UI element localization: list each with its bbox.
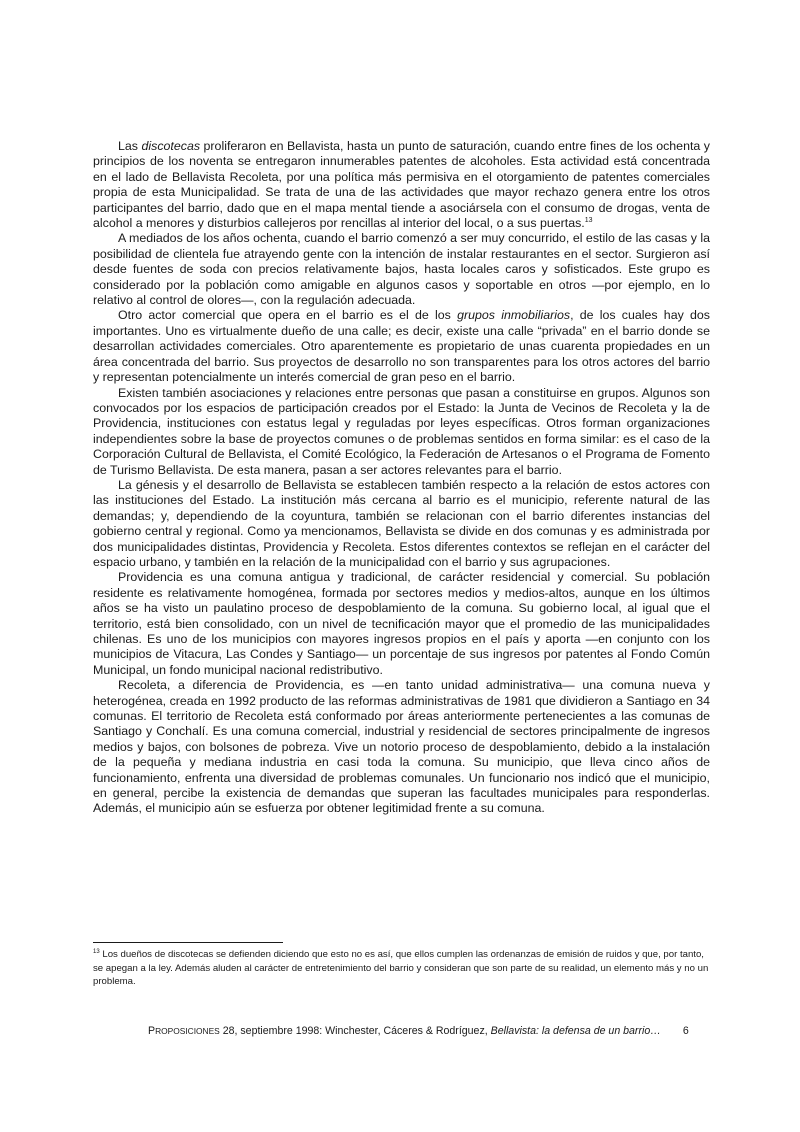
emphasis-grupos-inmobiliarios: grupos inmobiliarios bbox=[457, 308, 571, 323]
footnote-reference[interactable]: 13 bbox=[584, 217, 593, 225]
footer-citation: 28, septiembre 1998: Winchester, Cáceres & Rodríguez, bbox=[219, 1025, 491, 1037]
footnote-divider bbox=[93, 942, 283, 943]
paragraph-discotecas bbox=[93, 139, 710, 231]
footer-article-title: Bellavista: la defensa de un barrio… bbox=[490, 1025, 661, 1037]
journal-name-initial: P bbox=[148, 1025, 156, 1037]
paragraph-asociaciones: Existen también asociaciones y relaciones entre personas que pasan a constituirse en grupos. Algunos son convocados por los espacios de participación creados por el Estado: la Junta de Vecinos de Recoleta y la de Providencia, instituciones con estatus legal y reguladas por leyes específicas. Otros forman organizaciones independientes sobre la base de proyectos comunes o de problemas sentidos en forma similar: es el caso de la Corporación Cultural de Bellavista, el Comité Ecológico, la Federación de Artesanos o el Programa de Fomento de Turismo Bellavista. De esta manera, pasan a ser actores relevantes para el barrio. bbox=[93, 385, 710, 477]
body-text bbox=[93, 139, 710, 817]
running-footer bbox=[148, 1024, 708, 1038]
footnote-text: Los dueños de discotecas se defienden diciendo que esto no es así, que ellos cumplen las ordenanzas de emisión de ruidos y que, por tanto, se apegan a la ley. Además aluden al carácter de entretenimiento del barrio y consideran que son parte de su realidad, un elemento más y no un problema. bbox=[93, 949, 709, 987]
journal-name: ROPOSICIONES bbox=[155, 1026, 220, 1036]
footnote-number: 13 bbox=[93, 949, 100, 955]
paragraph-text: Las bbox=[118, 139, 142, 153]
paragraph-text: , de los cuales hay dos importantes. Uno es virtualmente dueño de una calle; es decir, existe una calle “privada” en el barrio donde se desarrollan actividades comerciales. Otro aparentemente es propietario de unas cuarenta propiedades en un área concentrada del barrio. Sus proyectos de desarrollo no son transparentes para los otros actores del barrio y representan potencialmente un interés comercial de gran peso en el barrio. bbox=[93, 308, 710, 385]
paragraph-restaurantes: A mediados de los años ochenta, cuando el barrio comenzó a ser muy concurrido, el estilo de las casas y la posibilidad de clientela fue atrayendo gente con la intención de instalar restaurantes en el sector. Surgieron así desde fuentes de soda con precios relativamente bajos, hasta locales caros y sofisticados. Este grupo es considerado por la población como amigable en algunos casos y soportable en otros —por ejemplo, en lo relativo al control de olores—, con la regulación adecuada. bbox=[93, 231, 710, 308]
paragraph-recoleta: Recoleta, a diferencia de Providencia, es —en tanto unidad administrativa— una comuna nueva y heterogénea, creada en 1992 producto de las reformas administrativas de 1981 que dividieron a Santiago en 34 comunas. El territorio de Recoleta está conformado por áreas anteriormente pertenecientes a las comunas de Santiago y Conchalí. Es una comuna comercial, industrial y residencial de sectores principalmente de ingresos medios y bajos, con bolsones de pobreza. Vive un notorio proceso de despoblamiento, debido a la instalación de la pequeña y mediana industria en casi toda la comuna. Su municipio, que lleva cinco años de funcionamiento, enfrenta una diversidad de problemas comunales. Un funcionario nos indicó que el municipio, en general, percibe la existencia de demandas que superan las facultades municipales para responderlas. Además, el municipio aún se esfuerza por obtener legitimidad frente a su comuna. bbox=[93, 678, 710, 816]
paragraph-inmobiliarios bbox=[93, 308, 710, 385]
paragraph-text: proliferaron en Bellavista, hasta un punto de saturación, cuando entre fines de los ochenta y principios de los noventa se entregaron innumerables patentes de alcoholes. Esta actividad está concentrada en el lado de Bellavista Recoleta, por una política más permisiva en el otorgamiento de patentes comerciales propia de esta Municipalidad. Se trata de una de las actividades que mayor rechazo genera entre los otros participantes del barrio, dado que en el mapa mental tiende a asociársela con el consumo de drogas, venta de alcohol a menores y disturbios callejeros por rencillas al interior del local, o a sus puertas. bbox=[93, 139, 710, 231]
paragraph-instituciones: La génesis y el desarrollo de Bellavista se establecen también respecto a la relación de estos actores con las instituciones del Estado. La institución más cercana al barrio es el municipio, referente natural de las demandas; y, dependiendo de la coyuntura, también se relacionan con el barrio diferentes instancias del gobierno central y regional. Como ya mencionamos, Bellavista se divide en dos comunas y es administrada por dos municipalidades distintas, Providencia y Recoleta. Estos diferentes contextos se reflejan en el carácter del espacio urbano, y también en la relación de la municipalidad con el barrio y sus agrupaciones. bbox=[93, 477, 710, 569]
paragraph-providencia: Providencia es una comuna antigua y tradicional, de carácter residencial y comercial. Su población residente es relativamente homogénea, formada por sectores medios y medios-altos, aunque en los últimos años se ha visto un paulatino proceso de despoblamiento de la comuna. Su gobierno local, al igual que el territorio, está bien consolidado, con un nivel de tecnificación mayor que el promedio de las municipalidades chilenas. Es uno de los municipios con mayores ingresos propios en el país y aporta —en conjunto con los municipios de Vitacura, Las Condes y Santiago— un porcentaje de sus ingresos por patentes al Fondo Común Municipal, un fondo municipal nacional redistributivo. bbox=[93, 570, 710, 677]
page-number: 6 bbox=[682, 1025, 689, 1037]
footnote bbox=[93, 948, 710, 989]
emphasis-discotecas: discotecas bbox=[141, 139, 201, 153]
paragraph-text: Otro actor comercial que opera en el barrio es el de los bbox=[118, 308, 458, 323]
